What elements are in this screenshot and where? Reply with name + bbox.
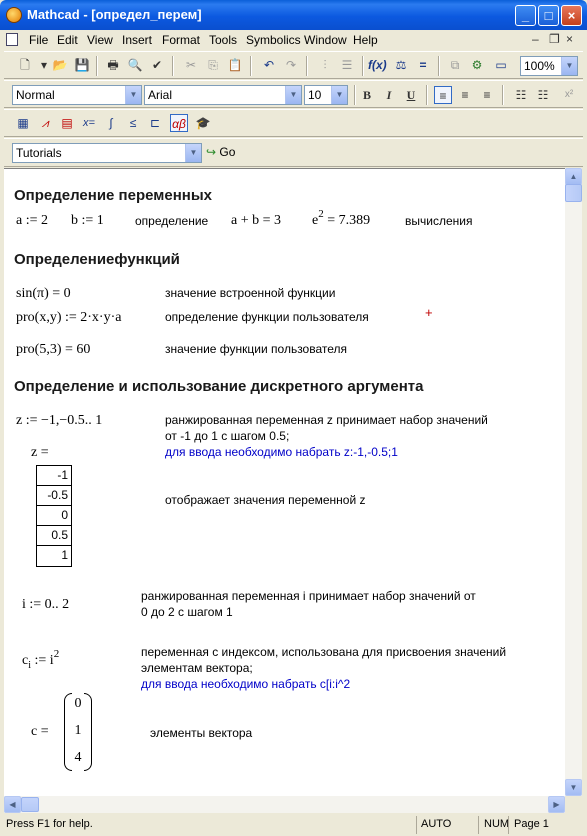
chevron-down-icon[interactable]: ▼ (185, 144, 201, 162)
sum-expression[interactable]: a + b = 3 (231, 213, 282, 228)
style-select[interactable] (12, 85, 142, 105)
menu-insert[interactable]: Insert (122, 33, 153, 47)
go-button[interactable] (206, 145, 235, 159)
align-right-icon[interactable]: ≡ (483, 88, 491, 102)
new-document-icon[interactable]: 🗋 (20, 58, 30, 72)
spell-check-icon[interactable]: ✔ (151, 58, 163, 72)
style-value: Normal (16, 88, 55, 102)
z-value-cell: 1 (61, 548, 68, 562)
horizontal-scroll-thumb[interactable] (21, 797, 39, 812)
align-left-icon[interactable]: ≡ (434, 86, 452, 104)
cut-icon[interactable]: ✂ (185, 58, 197, 72)
font-value: Arial (148, 88, 173, 102)
minimize-button[interactable]: _ (515, 5, 536, 26)
formatting-toolbar (4, 80, 583, 108)
exp-expression[interactable] (312, 208, 371, 229)
c-note-line1: переменная с индексом, использована для присвоения значений (141, 645, 507, 659)
resources-value: Tutorials (16, 146, 62, 160)
insert-unit-icon[interactable]: ⚖ (395, 58, 407, 72)
heading-range-variable: Определение и использование дискретного аргумента (14, 378, 424, 395)
menu-symbolics[interactable]: Symbolics (246, 33, 301, 47)
align-down-icon[interactable]: ☰ (341, 58, 353, 72)
italic-icon[interactable]: I (386, 88, 392, 102)
c-def-power: 2 (53, 648, 60, 660)
i-note-line2: 0 до 2 с шагом 1 (141, 605, 233, 619)
copy-icon[interactable]: ⎘ (208, 58, 218, 72)
c-vector-element: 1 (74, 723, 82, 738)
def-b[interactable]: b := 1 (71, 213, 104, 228)
chevron-down-icon[interactable]: ▼ (125, 86, 141, 104)
status-divider (508, 816, 509, 834)
bold-icon[interactable]: B (362, 88, 371, 102)
menu-format[interactable]: Format (162, 33, 201, 47)
menu-help[interactable]: Help (353, 33, 378, 47)
z-value-cell: -0.5 (37, 486, 71, 506)
greek-palette-icon[interactable]: αβ (170, 114, 188, 132)
calculus-palette-icon[interactable]: ∫ (109, 116, 113, 130)
matrix-palette-icon[interactable]: ▤ (61, 116, 73, 130)
pro-evaluation-note: значение функции пользователя (165, 342, 348, 356)
sin-note: значение встроенной функции (165, 286, 336, 300)
zoom-select[interactable] (520, 56, 578, 76)
menu-file[interactable]: File (29, 33, 49, 47)
scroll-down-icon[interactable]: ▼ (565, 779, 582, 796)
z-definition[interactable]: z := −1,−0.5.. 1 (16, 413, 103, 428)
zoom-value: 100% (524, 59, 555, 73)
pro-evaluation[interactable]: pro(5,3) = 60 (16, 342, 91, 357)
c-display-note: элементы вектора (150, 726, 253, 740)
z-value-cell: 0.5 (37, 526, 71, 546)
status-help-text: Press F1 for help. (6, 818, 93, 830)
c-def-base: c (22, 653, 29, 668)
pro-definition-note: определение функции пользователя (165, 310, 369, 324)
c-note-line2: элементам вектора; (141, 661, 253, 675)
numbering-icon[interactable]: ☷ (537, 88, 549, 102)
c-vector-element: 4 (74, 750, 82, 765)
mathcad-app-icon[interactable] (6, 7, 22, 23)
font-select[interactable] (144, 85, 302, 105)
title-bar (0, 0, 587, 30)
new-dropdown-icon[interactable]: ▾ (40, 58, 48, 72)
print-preview-icon[interactable]: 🔍 (127, 58, 143, 72)
definition-label: определение (135, 214, 209, 228)
scroll-up-icon[interactable]: ▲ (565, 168, 582, 185)
resources-toolbar (4, 138, 583, 167)
graph-palette-icon[interactable]: ⩘ (41, 116, 49, 130)
programming-palette-icon[interactable]: ⊏ (149, 116, 161, 130)
c-def-rest: := i (31, 653, 54, 668)
i-note-line1: ранжированная переменная i принимает набор значений от (141, 589, 476, 603)
window-title: Mathcad - [определ_перем] (27, 7, 202, 22)
boolean-palette-icon[interactable]: ≤ (129, 116, 137, 130)
maximize-button[interactable]: □ (538, 5, 559, 26)
doc-close-button[interactable]: × (566, 32, 574, 46)
insert-component-icon[interactable]: ⧉ (450, 58, 460, 72)
resources-icon[interactable]: ⚙ (471, 58, 483, 72)
scroll-right-icon[interactable]: ▶ (548, 796, 565, 813)
exp-power: 2 (318, 208, 324, 220)
pro-definition[interactable]: pro(x,y) := 2·x·y·a (16, 310, 122, 325)
vertical-scroll-thumb[interactable] (565, 184, 582, 202)
right-paren (84, 693, 92, 771)
exp-value: = 7.389 (327, 213, 371, 228)
z-value-cell: -1 (37, 466, 71, 486)
calculate-icon[interactable]: = (419, 58, 427, 72)
menu-tools[interactable]: Tools (209, 33, 238, 47)
font-size-select[interactable] (304, 85, 348, 105)
standard-toolbar (4, 51, 583, 79)
go-label: Go (219, 145, 236, 159)
toolbar-separator (426, 85, 428, 105)
status-num: NUM (484, 818, 510, 830)
menu-window[interactable]: Window (304, 33, 347, 47)
redo-icon[interactable]: ↷ (285, 58, 297, 72)
toolbar-separator (250, 56, 252, 76)
i-definition[interactable]: i := 0.. 2 (22, 597, 70, 612)
c-vector-element: 0 (74, 696, 82, 711)
heading-variables: Определение переменных (14, 187, 212, 204)
heading-functions: Определениефункций (14, 251, 180, 268)
close-button[interactable]: × (561, 5, 582, 26)
c-definition[interactable] (22, 648, 60, 671)
worksheet[interactable] (4, 168, 565, 796)
bullets-icon[interactable]: ☷ (515, 88, 527, 102)
exp-base: e (312, 213, 319, 228)
document-icon[interactable] (6, 33, 18, 46)
toolbar-separator (502, 85, 504, 105)
z-note-line2: от -1 до 1 с шагом 0.5; (165, 429, 290, 443)
toolbar-separator (172, 56, 174, 76)
scroll-left-icon[interactable]: ◀ (4, 796, 21, 813)
z-note-line3: для ввода необходимо набрать z:-1,-0.5;1 (165, 445, 398, 459)
horizontal-scrollbar[interactable] (4, 796, 565, 813)
menu-view[interactable]: View (87, 33, 113, 47)
status-mode: AUTO (421, 818, 452, 830)
status-page: Page 1 (514, 818, 549, 830)
toolbar-separator (96, 56, 98, 76)
save-icon[interactable]: 💾 (74, 58, 90, 72)
math-toolbar (4, 109, 583, 137)
toolbar-separator (306, 56, 308, 76)
insertion-cursor-icon: + (425, 305, 433, 320)
c-vector[interactable] (64, 693, 92, 771)
align-across-icon[interactable]: ⫶ (323, 58, 327, 72)
def-a[interactable]: a := 2 (16, 213, 48, 228)
z-note-line1: ранжированная переменная z принимает набор значений (165, 413, 488, 427)
status-divider (478, 816, 479, 834)
superscript-icon[interactable]: x² (564, 89, 574, 100)
calculation-label: вычисления (405, 214, 473, 228)
c-evaluation[interactable]: c = (31, 724, 49, 739)
print-icon[interactable]: 🖶 (107, 58, 119, 72)
align-center-icon[interactable]: ≡ (461, 88, 469, 102)
toolbar-separator (354, 85, 356, 105)
resources-select[interactable] (12, 143, 202, 163)
doc-restore-button[interactable]: ❐ (549, 32, 560, 46)
chevron-down-icon[interactable]: ▼ (561, 57, 577, 75)
toolbar-separator (362, 56, 364, 76)
toolbar-separator (438, 56, 440, 76)
underline-icon[interactable]: U (406, 88, 416, 102)
undo-icon[interactable]: ↶ (263, 58, 275, 72)
resource-window-icon[interactable]: ▭ (495, 58, 507, 72)
insert-function-icon[interactable]: f(x) (368, 58, 387, 72)
sin-expression[interactable]: sin(π) = 0 (16, 286, 71, 301)
symbolic-palette-icon[interactable]: 🎓 (195, 116, 211, 130)
calculator-palette-icon[interactable]: ▦ (17, 116, 29, 130)
open-folder-icon[interactable]: 📂 (52, 58, 68, 72)
c-note-line3: для ввода необходимо набрать c[i:i^2 (141, 677, 351, 691)
z-display-note: отображает значения переменной z (165, 493, 366, 507)
menu-edit[interactable]: Edit (57, 33, 78, 47)
z-value-cell: 0 (37, 506, 71, 526)
chevron-down-icon[interactable]: ▼ (331, 86, 347, 104)
status-divider (416, 816, 417, 834)
font-size-value: 10 (308, 88, 322, 102)
evaluation-palette-icon[interactable]: x= (83, 117, 95, 129)
paste-icon[interactable]: 📋 (227, 58, 243, 72)
c-def-subscript: i (28, 660, 31, 671)
doc-minimize-button[interactable]: – (532, 32, 539, 46)
go-arrow-icon: ↪ (206, 145, 217, 159)
z-values-table[interactable] (36, 465, 72, 567)
left-paren (64, 693, 72, 771)
chevron-down-icon[interactable]: ▼ (285, 86, 301, 104)
status-bar (0, 814, 587, 836)
z-evaluation[interactable]: z = (31, 445, 49, 460)
vertical-scrollbar[interactable] (565, 168, 582, 796)
